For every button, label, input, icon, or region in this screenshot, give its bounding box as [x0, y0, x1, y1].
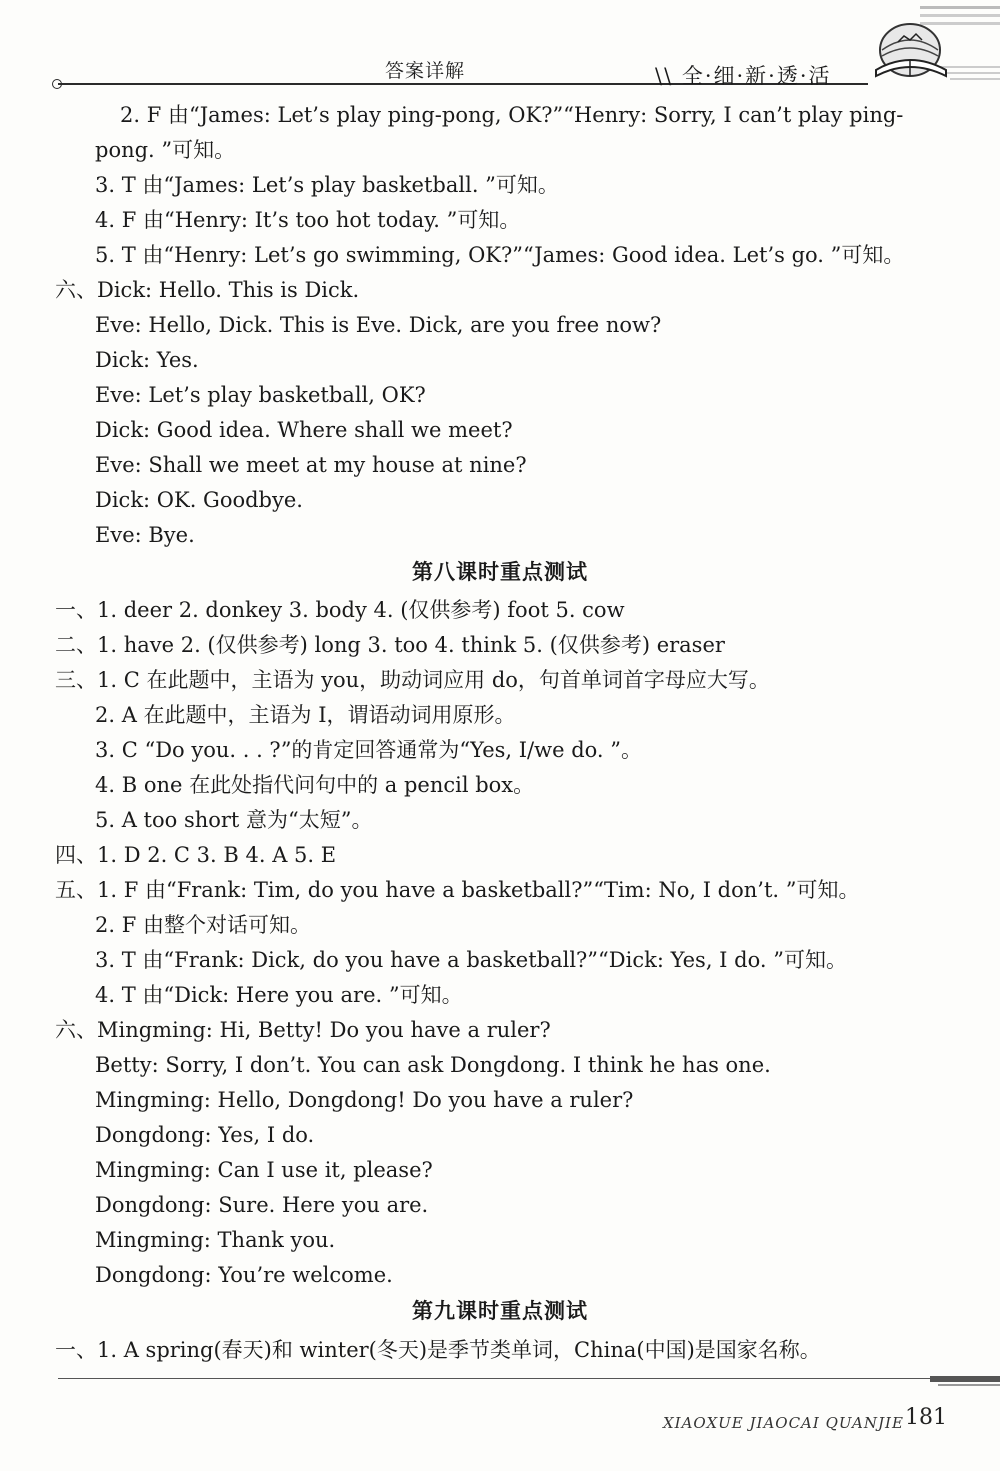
answer-line: 一、1. A spring(春天)和 winter(冬天)是季节类单词，China(中国)是国家名称。: [55, 1338, 821, 1362]
answer-line: Mingming: Can I use it, please?: [95, 1158, 433, 1182]
answer-line: 六、Mingming: Hi, Betty! Do you have a ruler?: [55, 1018, 551, 1042]
header-title: 答案详解: [385, 60, 466, 82]
answer-line: Eve: Shall we meet at my house at nine?: [95, 453, 527, 477]
answer-line: 三、1. C 在此题中，主语为 you，助动词应用 do，句首单词首字母应大写。: [55, 668, 770, 692]
answer-line: 2. F 由整个对话可知。: [95, 913, 311, 937]
answer-line: 4. F 由“Henry: It’s too hot today. ”可知。: [95, 208, 521, 232]
answer-line: Dick: Good idea. Where shall we meet?: [95, 418, 513, 442]
answer-line: Dick: Yes.: [95, 348, 199, 372]
answer-line: Betty: Sorry, I don’t. You can ask Dongdong. I think he has one.: [95, 1053, 771, 1077]
answer-line: Mingming: Thank you.: [95, 1228, 336, 1252]
answer-line: 4. B one 在此处指代问句中的 a pencil box。: [95, 773, 535, 797]
answer-line: 5. T 由“Henry: Let’s go swimming, OK?”“James: Good idea. Let’s go. ”可知。: [95, 243, 905, 267]
section-heading: 第九课时重点测试: [412, 1299, 588, 1323]
answer-line: 2. A 在此题中，主语为 I，谓语动词用原形。: [95, 703, 516, 727]
header-slogan-text: 全·细·新·透·活: [681, 64, 832, 88]
page-header: [0, 0, 1000, 100]
answer-line: 3. T 由“James: Let’s play basketball. ”可知。: [95, 173, 559, 197]
answer-line: 四、1. D 2. C 3. B 4. A 5. E: [55, 843, 337, 867]
header-slogan: [655, 60, 832, 90]
answer-line: Dongdong: Yes, I do.: [95, 1123, 315, 1147]
answer-line: 五、1. F 由“Frank: Tim, do you have a basketball?”“Tim: No, I don’t. ”可知。: [55, 878, 860, 902]
section-heading: 第八课时重点测试: [412, 560, 588, 584]
slogan-marker-icon: \\: [655, 64, 682, 88]
answer-line: Eve: Let’s play basketball, OK?: [95, 383, 426, 407]
answer-line: 3. C “Do you. . . ?”的肯定回答通常为“Yes, I/we do. ”。: [95, 738, 643, 762]
answer-line: 4. T 由“Dick: Here you are. ”可知。: [95, 983, 463, 1007]
answer-line: 六、Dick: Hello. This is Dick.: [55, 278, 360, 302]
answer-line: 二、1. have 2. (仅供参考) long 3. too 4. think 5. (仅供参考) eraser: [55, 633, 725, 657]
answer-line: Eve: Bye.: [95, 523, 195, 547]
answer-line: Dick: OK. Goodbye.: [95, 488, 303, 512]
answer-line: 2. F 由“James: Let’s play ping-pong, OK?”“Henry: Sorry, I can’t play ping-: [120, 103, 904, 127]
book-globe-logo-icon: [868, 20, 958, 84]
footer-series-name: XIAOXUE JIAOCAI QUANJIE: [663, 1414, 904, 1432]
answer-line: 5. A too short 意为“太短”。: [95, 808, 373, 832]
footer-rule: [58, 1378, 938, 1379]
page-number: 181: [905, 1405, 947, 1430]
answer-line: 一、1. deer 2. donkey 3. body 4. (仅供参考) foot 5. cow: [55, 598, 625, 622]
answer-line: 3. T 由“Frank: Dick, do you have a basketball?”“Dick: Yes, I do. ”可知。: [95, 948, 847, 972]
answer-line: Dongdong: You’re welcome.: [95, 1263, 393, 1287]
answer-line: pong. ”可知。: [95, 138, 236, 162]
answer-line: Eve: Hello, Dick. This is Eve. Dick, are you free now?: [95, 313, 662, 337]
answer-line: Dongdong: Sure. Here you are.: [95, 1193, 429, 1217]
footer-bar-decoration: [930, 1370, 1000, 1390]
answer-line: Mingming: Hello, Dongdong! Do you have a ruler?: [95, 1088, 634, 1112]
